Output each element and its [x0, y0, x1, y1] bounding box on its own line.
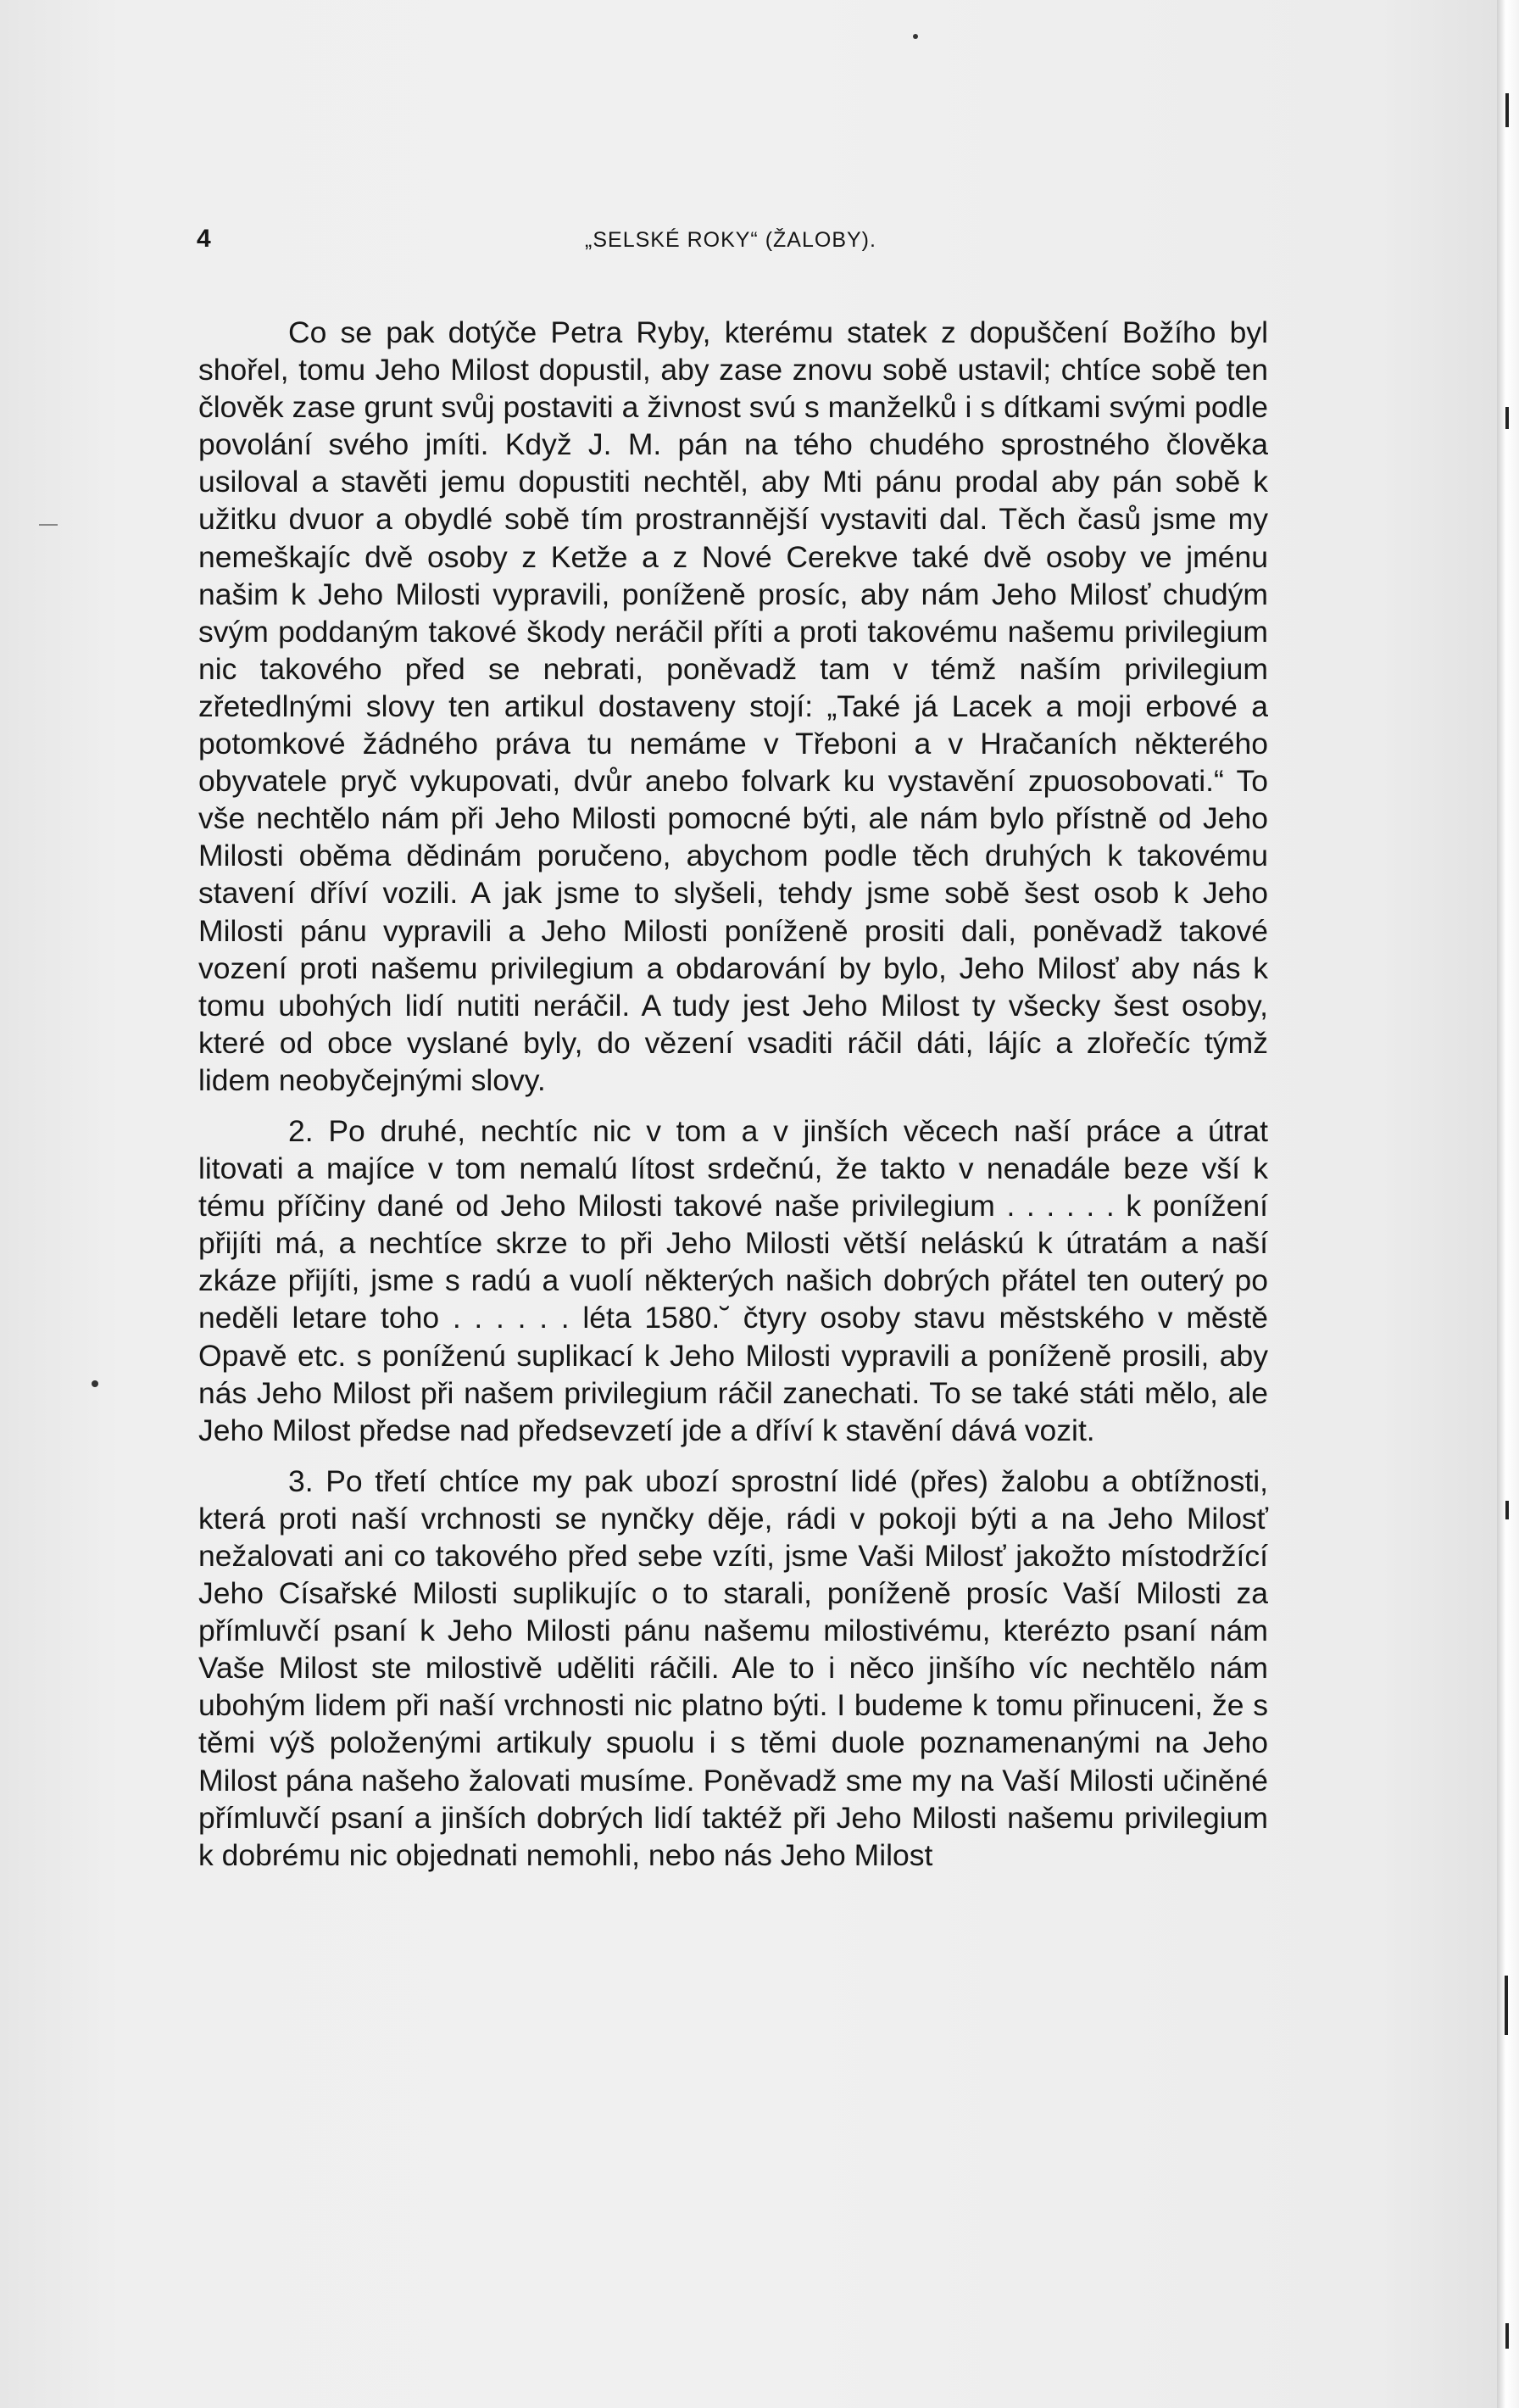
edge-mark: [1505, 93, 1509, 127]
page-number: 4: [197, 225, 211, 253]
page-edge-shadow: [1497, 0, 1519, 2408]
paragraph-third: 3. Po třetí chtíce my pak ubozí sprostní lidé (přes) žalobu a obtížnosti, která proti naší vrchnosti se nynčky děje, rádi v pokoji býti a na Jeho Milosť nežalovati ani co takového před sebe vzíti, jsme Vaši Milosť jakožto místodržící Jeho Císařské Milosti suplikujíc o to starali, poníženě prosíc Vaší Milosti za přímluvčí psaní k Jeho Milosti pánu našemu milostivému, kterézto psaní nám Vaše Milost ste milostivě uděliti ráčili. Ale to i něco jinšího víc nechtělo nám ubohým lidem při naší vrchnosti nic platno býti. I budeme k tomu přinuceni, že s těmi výš položenými artikuly spuolu i s těmi duole poznamenanými na Jeho Milost pána našeho žalovati musíme. Poněvadž sme my na Vaší Milosti učiněné přímluvčí psaní a jinších dobrých lidí taktéž při Jeho Milosti našemu privilegium k dobrému nic objednati nemohli, nebo nás Jeho Milost: [198, 1463, 1268, 1872]
body-text: [198, 314, 1268, 1874]
scan-speck: [913, 34, 918, 39]
edge-mark: [1505, 1501, 1509, 1519]
scan-speck: [92, 1380, 98, 1387]
edge-mark: [1505, 2323, 1509, 2349]
scan-speck: [39, 524, 58, 526]
running-title: „SELSKÉ ROKY“ (ŽALOBY).: [585, 228, 876, 252]
edge-mark: [1505, 407, 1509, 429]
page-header: [197, 225, 1265, 259]
paragraph-ryba: Co se pak dotýče Petra Ryby, kterému statek z dopuščení Božího byl shořel, tomu Jeho Milost dopustil, aby zase znovu sobě ustavil; chtíce sobě ten člověk zase grunt svůj postaviti a živnost svú s manželků i s dítkami svými podle povolání svého jmíti. Když J. M. pán na tého chudého sprostného člověka usiloval a stavěti jemu dopustiti nechtěl, aby Mti pánu prodal aby pán sobě k užitku dvuor a obydlé sobě tím prostrannější vystaviti dal. Těch časů jsme my nemeškajíc dvě osoby z Ketže a z Nové Cerekve také dvě osoby ve jménu našim k Jeho Milosti vypravili, poníženě prosíc, aby nám Jeho Milosť chudým svým poddaným takové škody neráčil příti a proti takovému našemu privilegium nic takového před se nebrati, poněvadž tam v témž naším privilegium zřetedlnými slovy ten artikul dostaveny stojí: „Také já Lacek a moji erbové a potomkové žádného práva tu nemáme v Třeboni a v Hračaních některého obyvatele pryč vykupovati, dvůr anebo folvark ku vystavění zpuosobovati.“ To vše nechtělo nám při Jeho Milosti pomocné býti, ale nám bylo přístně od Jeho Milosti oběma dědinám poručeno, abychom podle těch druhých k takovému stavení dříví vozili. A jak jsme to slyšeli, tehdy jsme sobě šest osob k Jeho Milosti pánu vypravili a Jeho Milosti poníženě prositi dali, poněvadž takové vození proti našemu privilegium a obdarování by bylo, Jeho Milosť aby nás k tomu ubohých lidí nutiti neráčil. A tudy jest Jeho Milost ty všecky šest osoby, které od obce vyslané byly, do vězení vsaditi ráčil dáti, lájíc a zlořečíc týmž lidem neobyčejnými slovy.: [198, 315, 1268, 1097]
edge-mark: [1505, 1976, 1508, 2035]
paragraph-second: 2. Po druhé, nechtíc nic v tom a v jinších věcech naší práce a útrat litovati a majíce v tom nemalú lítost srdečnú, že takto v nenadále beze vší k tému příčiny dané od Jeho Milosti takové naše privilegium . . . . . . k ponížení přijíti má, a nechtíce skrze to při Jeho Milosti větší neláskú k útratám a naší zkáze přijíti, jsme s radú a vuolí některých našich dobrých přátel ten outerý po neděli letare toho . . . . . . léta 1580.˘ čtyry osoby stavu městského v městě Opavě etc. s poníženú suplikací k Jeho Milosti vypravili a poníženě prosili, aby nás Jeho Milost při našem privilegium ráčil zanechati. To se také státi mělo, ale Jeho Milost předse nad předsevzetí jde a dříví k stavění dává vozit.: [198, 1113, 1268, 1447]
